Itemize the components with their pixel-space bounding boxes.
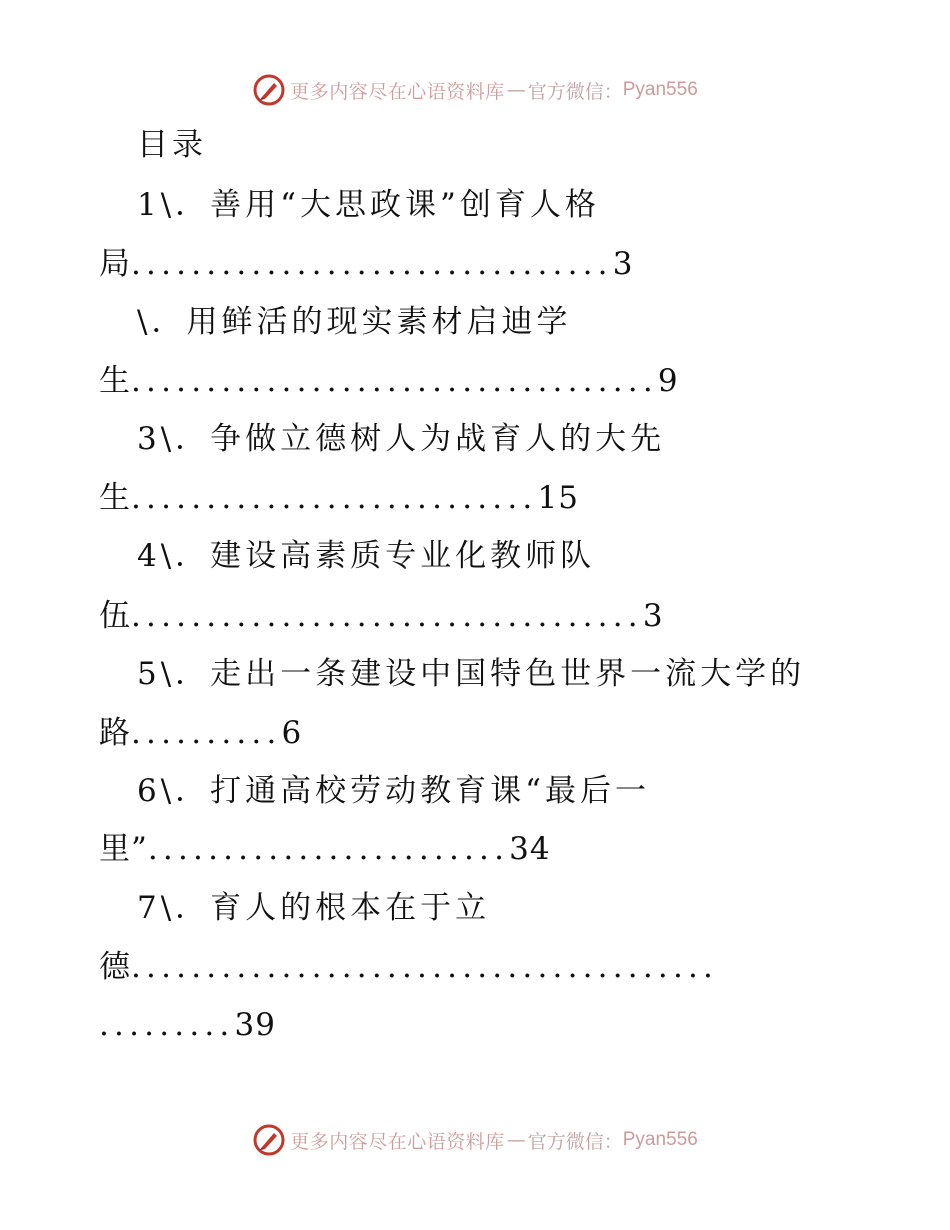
toc-entry-4-dots: .................................. — [131, 598, 643, 634]
banner-dash: — — [506, 79, 526, 101]
toc-entry-3-dots: ........................... — [131, 480, 538, 516]
toc-entry-5-dots: .......... — [131, 715, 282, 751]
banner-wechat-label: 官方微信： — [527, 1130, 623, 1153]
toc-entry-6-page: 34 — [509, 831, 551, 867]
banner-wechat-id: Pyan556 — [622, 79, 698, 100]
banner-brand: 更多内容尽在心语资料库 — [290, 80, 505, 103]
toc-entry-7-title[interactable]: 7\．育人的根本在于立 — [137, 890, 491, 926]
banner-wechat-label: 官方微信： — [527, 80, 623, 103]
toc-entry-1-title[interactable]: 1\．善用“大思政课”创育人格 — [137, 187, 600, 223]
toc-entry-3-title[interactable]: 3\．争做立德树人为战育人的大先 — [137, 421, 666, 457]
toc-entry-5-lead: 路 — [99, 715, 131, 751]
toc-entry-6-title[interactable]: 6\．打通高校劳动教育课“最后一 — [137, 773, 651, 809]
toc-entry-1-dots: ................................ — [131, 246, 613, 282]
toc-entry-6-leader[interactable] — [99, 829, 551, 869]
toc-entry-4-leader[interactable] — [99, 596, 664, 636]
toc-entry-7-dots: ....................................... — [131, 949, 719, 985]
toc-entry-5-leader[interactable] — [99, 713, 302, 753]
toc-entry-7-cont-dots: ......... — [99, 1007, 235, 1043]
toc-entry-3-leader[interactable] — [99, 478, 579, 518]
toc-entry-4-title[interactable]: 4\．建设高素质专业化教师队 — [137, 538, 596, 574]
toc-entry-2-dots: ................................... — [131, 363, 658, 399]
toc-entry-6-dots: ........................ — [147, 831, 510, 867]
toc-entry-3-page: 15 — [537, 480, 579, 516]
footer-banner — [0, 1120, 950, 1160]
toc-entry-2-page: 9 — [657, 363, 679, 399]
toc-entry-4-page: 3 — [642, 598, 664, 634]
toc-entry-5-title[interactable]: 5\．走出一条建设中国特色世界一流大学的 — [137, 656, 806, 692]
toc-entry-6-lead: 里” — [99, 831, 148, 867]
toc-heading: 目录 — [137, 127, 207, 163]
toc-entry-2-lead: 生 — [99, 363, 131, 399]
toc-entry-7-leader-cont[interactable] — [99, 1005, 276, 1045]
toc-entry-7-page: 39 — [234, 1007, 276, 1043]
toc-entry-1-page: 3 — [612, 246, 634, 282]
toc-entry-7-leader[interactable] — [99, 947, 718, 987]
toc-entry-1-lead: 局 — [99, 246, 131, 282]
pen-logo-icon — [252, 73, 286, 107]
toc-entry-3-lead: 生 — [99, 480, 131, 516]
banner-brand: 更多内容尽在心语资料库 — [290, 1130, 505, 1153]
header-banner — [0, 70, 950, 110]
toc-entry-2-title[interactable]: \．用鲜活的现实素材启迪学 — [137, 304, 572, 340]
pen-logo-icon — [252, 1123, 286, 1157]
toc-entry-7-lead: 德 — [99, 949, 131, 985]
toc-entry-2-leader[interactable] — [99, 361, 679, 401]
banner-wechat-id: Pyan556 — [622, 1129, 698, 1150]
toc-entry-1-leader[interactable] — [99, 244, 633, 284]
toc-entry-5-page: 6 — [281, 715, 303, 751]
banner-dash: — — [506, 1129, 526, 1151]
toc-entry-4-lead: 伍 — [99, 598, 131, 634]
